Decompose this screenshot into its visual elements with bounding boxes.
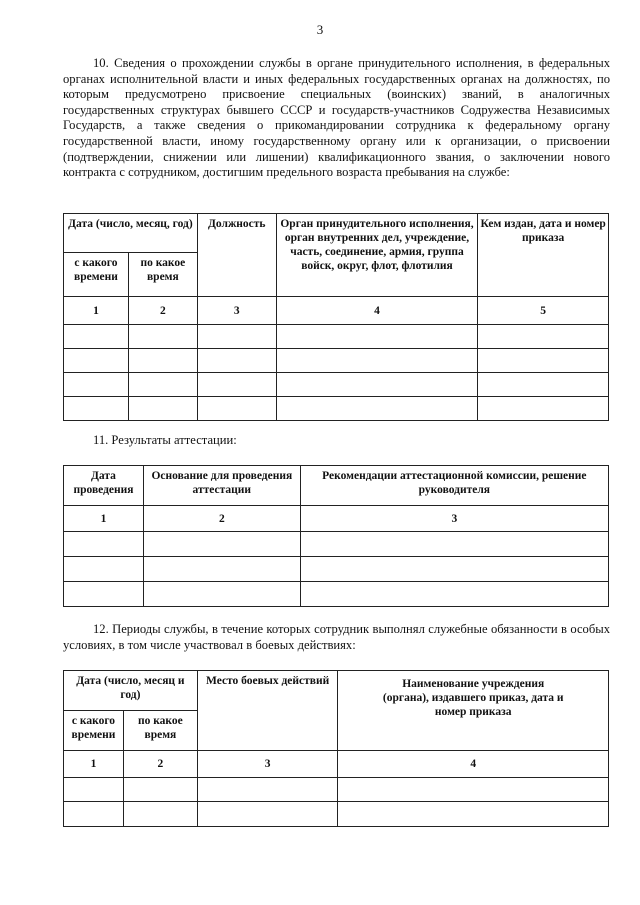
from-header: с какого времени [64,253,129,297]
to-header: по какое время [123,711,197,751]
col-number: 1 [64,297,129,325]
date-header: Дата (число, месяц, год) [64,214,198,253]
table-row [64,373,609,397]
section-10-text: 10. Сведения о прохождении службы в органе принудительного исполнения, в федеральных органах исполнительной власти и иных федеральных государственных органах на должностях, по которым предусмотрено присвоение специальных (воинских) званий, в аналогичных государственных структурах бывшего СССР и государств-участников Содружества Независимых Государств, а также сведения о прикомандировании сотрудника к федеральному органу государственной власти, иному государственному органу или к организации, о присвоении (подтверждении, снижении или лишении) квалификационного звания, о заключении нового контракта с сотрудником, достигшим предельного возраста пребывания на службе: [63,56,610,180]
place-header: Место боевых действий [197,671,338,751]
col-number: 5 [478,297,609,325]
position-header: Должность [197,214,276,297]
organ-header: Орган принудительного исполнения, орган внутренних дел, учреждение, часть, соединение, армия, группа войск, округ, флот, флотилия [276,214,478,297]
col-number: 2 [128,297,197,325]
col-number: 2 [143,506,300,532]
table-row [64,532,609,557]
section-12-text: 12. Периоды службы, в течение которых сотрудник выполнял служебные обязанности в особых условиях, в том числе участвовал в боевых действиях: [63,622,610,652]
service-history-table [63,213,609,421]
to-header: по какое время [128,253,197,297]
table-row [64,582,609,607]
table-row [64,397,609,421]
table-row [64,325,609,349]
order-header: Кем издан, дата и номер приказа [478,214,609,297]
page-number: 3 [316,22,324,37]
date-header: Дата проведения [64,466,144,506]
table-row [64,349,609,373]
col-number: 1 [64,751,124,778]
col-number: 4 [338,751,609,778]
col-number: 2 [123,751,197,778]
col-number: 3 [197,297,276,325]
col-number: 4 [276,297,478,325]
date-header: Дата (число, месяц и год) [64,671,198,711]
col-number: 1 [64,506,144,532]
from-header: с какого времени [64,711,124,751]
col-number: 3 [300,506,608,532]
attestation-table [63,465,609,607]
recommendation-header: Рекомендации аттестационной комиссии, решение руководителя [300,466,608,506]
col-number: 3 [197,751,338,778]
basis-header: Основание для проведения аттестации [143,466,300,506]
institution-header: Наименование учреждения (органа), издавшего приказ, дата и номер приказа [338,671,609,751]
table-row [64,778,609,802]
special-conditions-table [63,670,609,827]
table-row [64,802,609,827]
section-11-text: 11. Результаты аттестации: [93,433,237,447]
table-row [64,557,609,582]
